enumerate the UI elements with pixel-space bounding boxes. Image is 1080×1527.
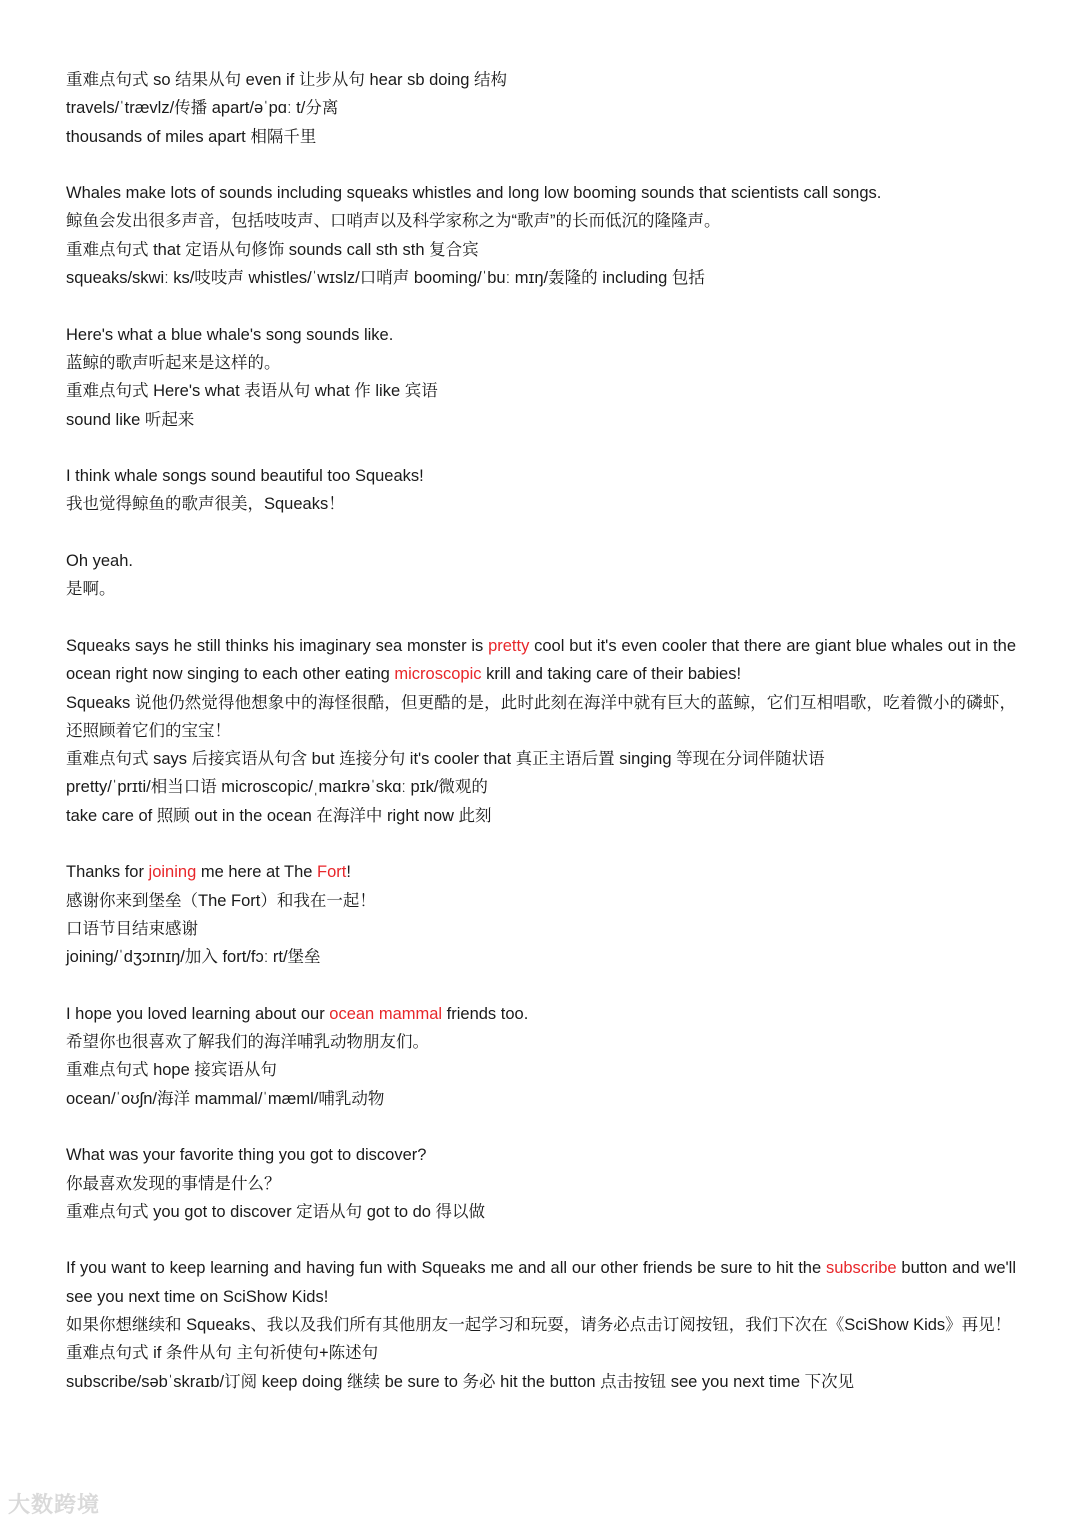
english-paragraph (66, 1254, 1016, 1311)
text-line: 重难点句式 that 定语从句修饰 sounds call sth sth 复合宾 (66, 240, 479, 259)
highlight-word: subscribe (825, 1259, 897, 1278)
text-run: krill and taking care of their babies! (481, 665, 742, 684)
text-run: Squeaks says he still thinks his imaginary sea monster is (66, 636, 489, 655)
text-line: 重难点句式 hope 接宾语从句 (66, 1061, 277, 1080)
text-line: 重难点句式 if 条件从句 主句祈使句+陈述句 (66, 1344, 379, 1363)
paragraph-block-6 (66, 632, 1016, 830)
text-line: sound like 听起来 (66, 410, 195, 429)
document-page (66, 66, 1016, 1424)
highlight-word: pretty (488, 636, 530, 655)
text-line: take care of 照顾 out in the ocean 在海洋中 right now 此刻 (66, 806, 492, 825)
english-paragraph (66, 632, 1016, 689)
paragraph-block-9 (66, 1141, 1016, 1226)
text-line: squeaks/skwiː ks/吱吱声 whistles/ˈwɪslz/口哨声 booming/ˈbuː mɪŋ/轰隆的 including 包括 (66, 269, 705, 288)
text-run: friends too. (442, 1004, 529, 1023)
text-line: ocean/ˈoʊʃn/海洋 mammal/ˈmæml/哺乳动物 (66, 1089, 385, 1108)
hope-line (66, 1000, 1016, 1028)
text-line: 鲸鱼会发出很多声音，包括吱吱声、口哨声以及科学家称之为“歌声”的长而低沉的隆隆声。 (66, 212, 721, 231)
text-line: 重难点句式 so 结果从句 even if 让步从句 hear sb doing 结构 (66, 71, 508, 89)
text-line: I think whale songs sound beautiful too Squeaks! (66, 467, 424, 486)
paragraph-block-5 (66, 547, 1016, 604)
text-line: subscribe/səbˈskraɪb/订阅 keep doing 继续 be sure to 务必 hit the button 点击按钮 see you next time 下次见 (66, 1372, 855, 1391)
text-line: 口语节目结束感谢 (66, 919, 198, 938)
text-line: Oh yeah. (66, 552, 133, 571)
text-line: joining/ˈdʒɔɪnɪŋ/加入 fort/fɔː rt/堡垒 (66, 948, 321, 967)
paragraph-block-3 (66, 321, 1016, 434)
text-run: button and we'll see you next time on SciShow Kids! (66, 1259, 1016, 1306)
text-run: Thanks for (66, 863, 149, 882)
text-line: 希望你也很喜欢了解我们的海洋哺乳动物朋友们。 (66, 1033, 429, 1052)
chinese-paragraph: 如果你想继续和 Squeaks、我以及我们所有其他朋友一起学习和玩耍，请务必点击订阅按钮，我们下次在《SciShow Kids》再见！ (66, 1316, 1012, 1335)
text-run: cool but it's even cooler that there are giant blue whales out in the ocean right now singing to each other eating (66, 636, 1016, 684)
highlight-word: joining (148, 863, 197, 882)
thanks-line (66, 858, 1016, 886)
watermark-text: 大数跨境 (8, 1493, 101, 1518)
paragraph-block-4 (66, 462, 1016, 519)
paragraph-block-2 (66, 179, 1016, 292)
text-line: 蓝鲸的歌声听起来是这样的。 (66, 353, 281, 372)
highlight-word: Fort (317, 863, 347, 882)
text-line: 你最喜欢发现的事情是什么？ (66, 1174, 281, 1193)
text-run: I hope you loved learning about our (66, 1004, 330, 1023)
chinese-paragraph: Squeaks 说他仍然觉得他想象中的海怪很酷，但更酷的是，此时此刻在海洋中就有巨大的蓝鲸，它们互相唱歌，吃着微小的磷虾，还照顾着它们的宝宝！ (66, 693, 1016, 740)
text-line: Here's what a blue whale's song sounds like. (66, 325, 394, 344)
highlight-word: ocean mammal (329, 1004, 443, 1023)
watermark-logo (8, 1488, 100, 1519)
text-line: 重难点句式 Here's what 表语从句 what 作 like 宾语 (66, 382, 438, 401)
text-line: 重难点句式 says 后接宾语从句含 but 连接分句 it's cooler that 真正主语后置 singing 等现在分词伴随状语 (66, 750, 825, 769)
paragraph-block-7 (66, 858, 1016, 971)
text-line: travels/ˈtrævlz/传播 apart/əˈpɑː t/分离 (66, 99, 339, 118)
text-run: me here at The (196, 863, 318, 882)
text-line: pretty/ˈprɪti/相当口语 microscopic/ˌmaɪkrəˈskɑː pɪk/微观的 (66, 778, 488, 797)
text-line: 重难点句式 you got to discover 定语从句 got to do 得以做 (66, 1202, 486, 1221)
paragraph-block-8 (66, 1000, 1016, 1113)
text-line: What was your favorite thing you got to discover? (66, 1146, 427, 1165)
text-line: 感谢你来到堡垒（The Fort）和我在一起！ (66, 891, 376, 910)
paragraph-block-1 (66, 66, 1016, 151)
text-line: Whales make lots of sounds including squeaks whistles and long low booming sounds that scientists call songs. (66, 184, 882, 203)
text-run: If you want to keep learning and having fun with Squeaks me and all our other friends be sure to hit the (66, 1259, 826, 1278)
paragraph-block-10 (66, 1254, 1016, 1395)
text-line: 我也觉得鲸鱼的歌声很美，Squeaks！ (66, 495, 345, 514)
highlight-word: microscopic (394, 665, 482, 684)
text-line: 是啊。 (66, 580, 116, 599)
text-line: thousands of miles apart 相隔千里 (66, 127, 317, 146)
text-run: ! (346, 863, 351, 882)
